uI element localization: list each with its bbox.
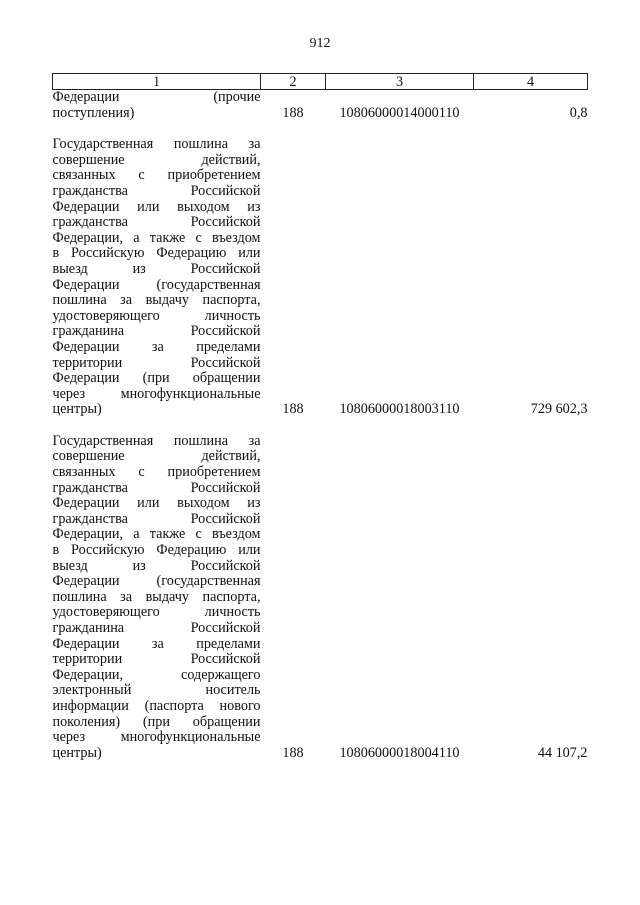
description-line: информации (паспорта нового: [52, 697, 261, 714]
description-line: через многофункциональные: [52, 385, 261, 402]
description-line: выезд из Российской: [52, 260, 261, 277]
amount: 729 602,3: [530, 401, 588, 418]
description-line: Федерации или выходом из: [52, 495, 261, 512]
description-line: Федерации, содержащего: [52, 666, 261, 683]
description-line: Федерации (государственная: [52, 573, 261, 590]
classification-code: 10806000018003110: [339, 401, 460, 418]
column-header-1: 1: [53, 74, 261, 90]
row-spacer: [53, 121, 588, 137]
column-header-4: 4: [474, 74, 588, 90]
description-last-line: поступления): [52, 104, 135, 121]
description-line: поколения) (при обращении: [52, 713, 261, 730]
description-line: гражданства Российской: [52, 479, 261, 496]
description-last-line: центры): [52, 401, 102, 418]
description-line: гражданства Российской: [52, 182, 261, 199]
description-line: территории Российской: [52, 651, 261, 668]
description-line: Федерации (государственная: [52, 276, 261, 293]
description-line: Федерации или выходом из: [52, 198, 261, 215]
amount: 0,8: [569, 104, 588, 121]
description-line: Федерации, а также с въездом: [52, 526, 261, 543]
amount: 44 107,2: [537, 744, 588, 761]
page-number: 912: [309, 36, 331, 51]
description-line: гражданства Российской: [52, 510, 261, 527]
description-line: через многофункциональные: [52, 729, 261, 746]
description-line: Федерации (прочие: [52, 89, 261, 105]
revenue-description: [53, 434, 261, 761]
description-line: электронный носитель: [52, 682, 261, 699]
description-last-line: центры): [52, 744, 102, 761]
column-header-3: 3: [326, 74, 474, 90]
admin-code: 188: [282, 744, 304, 761]
table-header-row: [53, 74, 588, 90]
description-line: связанных с приобретением: [52, 464, 261, 481]
description-line: территории Российской: [52, 354, 261, 371]
description-line: в Российскую Федерацию или: [52, 542, 261, 559]
description-line: в Российскую Федерацию или: [52, 245, 261, 262]
table-row: [53, 90, 588, 122]
description-line: Федерации за пределами: [52, 338, 261, 355]
column-header-2: 2: [261, 74, 326, 90]
description-line: удостоверяющего личность: [52, 307, 261, 324]
classification-code: 10806000014000110: [339, 104, 460, 121]
description-line: совершение действий,: [52, 151, 261, 168]
revenue-description: [53, 90, 261, 122]
description-line: совершение действий,: [52, 448, 261, 465]
description-line: Федерации, а также с въездом: [52, 229, 261, 246]
admin-code: 188: [282, 104, 304, 121]
description-line: выезд из Российской: [52, 557, 261, 574]
description-line: Федерации (при обращении: [52, 370, 261, 387]
description-line: Государственная пошлина за: [52, 432, 261, 449]
description-line: пошлина за выдачу паспорта,: [52, 588, 261, 605]
table-row: [53, 137, 588, 418]
description-line: удостоверяющего личность: [52, 604, 261, 621]
description-line: связанных с приобретением: [52, 167, 261, 184]
description-line: Федерации за пределами: [52, 635, 261, 652]
budget-table: [52, 73, 588, 761]
admin-code: 188: [282, 401, 304, 418]
description-line: гражданина Российской: [52, 620, 261, 636]
description-line: гражданина Российской: [52, 323, 261, 340]
description-line: гражданства Российской: [52, 214, 261, 231]
description-line: Государственная пошлина за: [52, 136, 261, 153]
row-spacer: [53, 418, 588, 434]
revenue-description: [53, 137, 261, 418]
description-line: пошлина за выдачу паспорта,: [52, 292, 261, 309]
classification-code: 10806000018004110: [339, 744, 460, 761]
table-row: [53, 434, 588, 761]
